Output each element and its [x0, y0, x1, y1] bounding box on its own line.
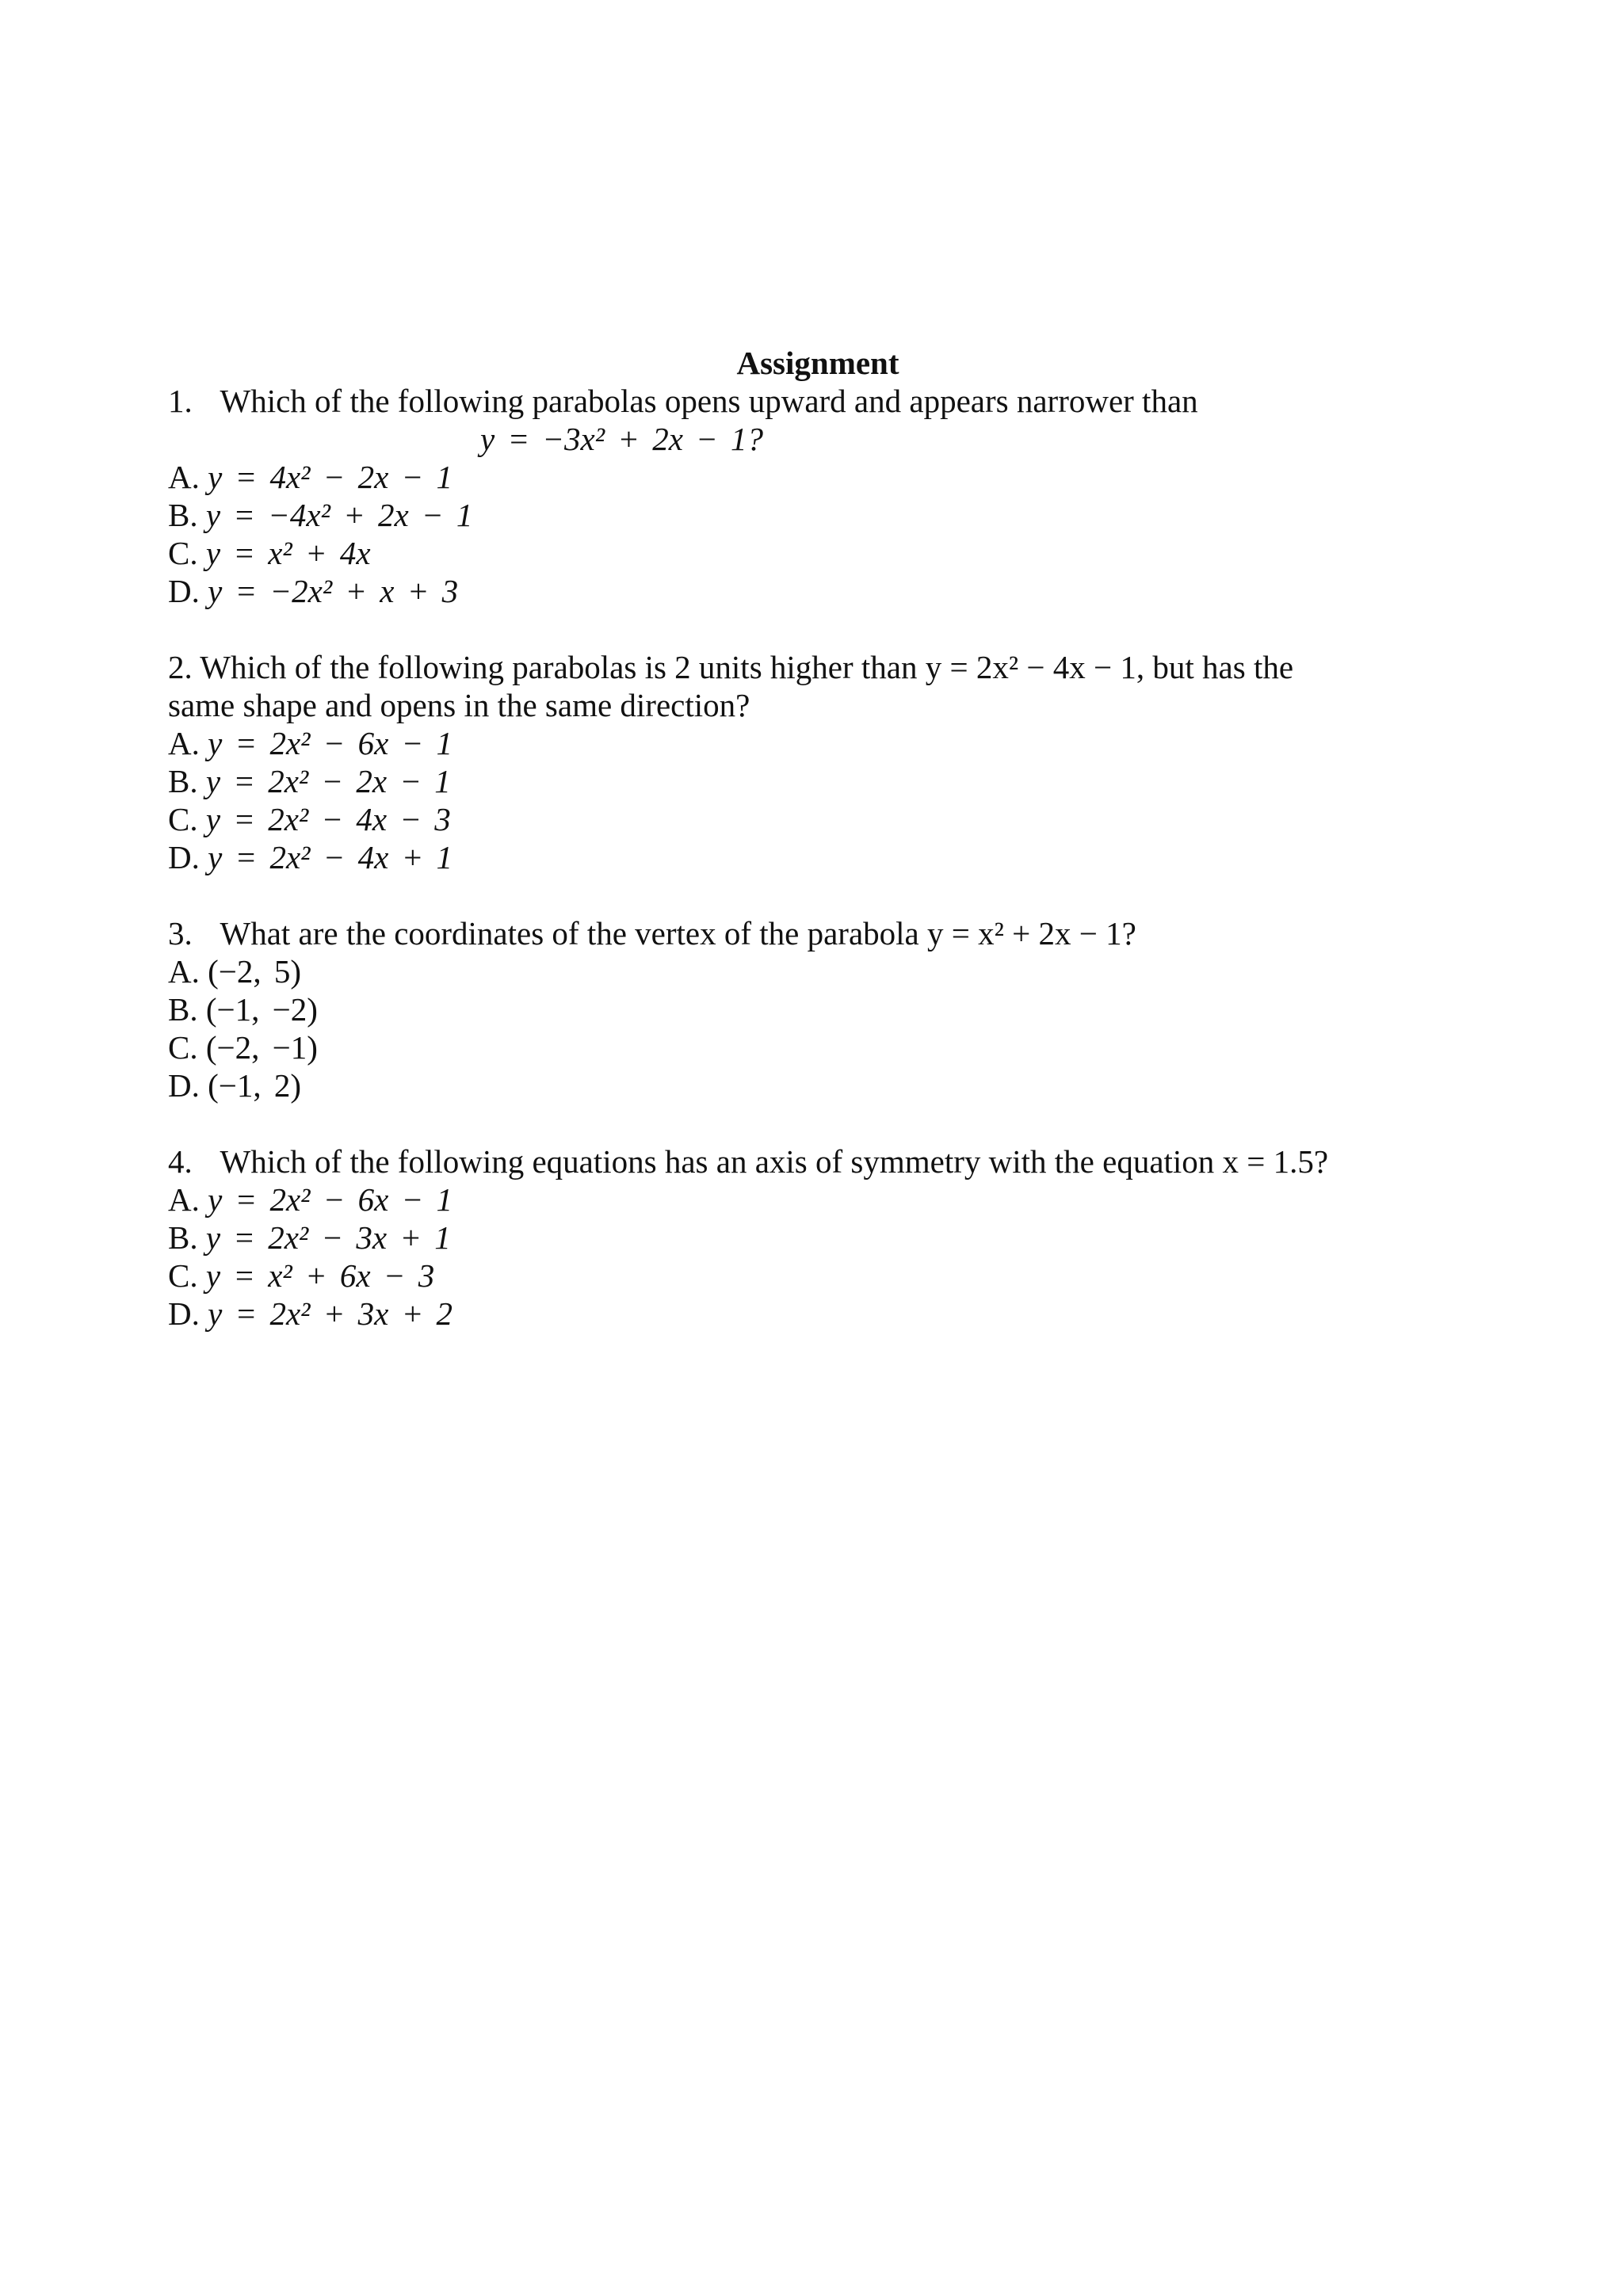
question-4-option-a: [168, 1180, 1468, 1219]
option-text: y = −2x² + x + 3: [208, 573, 459, 609]
option-text: (−2, −1): [205, 1029, 318, 1066]
option-letter: D.: [168, 1295, 200, 1332]
question-3-prompt: [168, 914, 1468, 952]
question-1-option-a: [168, 458, 1468, 496]
question-2-prompt-continued: [168, 686, 1468, 724]
option-text: y = 2x² − 6x − 1: [208, 725, 453, 761]
question-1-text-line-1: Which of the following parabolas opens upward and appears narrower than: [220, 383, 1198, 419]
option-letter: B.: [168, 763, 198, 799]
question-4-option-d: [168, 1295, 1468, 1333]
question-4-text-line-1: Which of the following equations has an axis of symmetry with the equation x = 1.5?: [220, 1143, 1329, 1180]
question-3-option-c: [168, 1028, 1468, 1066]
question-2-number: 2.: [168, 649, 193, 685]
question-3-number: 3.: [168, 915, 193, 952]
question-3: [168, 914, 1468, 1104]
option-text: y = 2x² + 3x + 2: [208, 1295, 453, 1332]
question-1-prompt: [168, 382, 1468, 420]
question-2-option-b: [168, 762, 1468, 800]
option-letter: C.: [168, 535, 198, 571]
option-letter: A.: [168, 459, 200, 495]
option-letter: C.: [168, 801, 198, 837]
option-letter: C.: [168, 1029, 198, 1066]
option-text: (−1, −2): [205, 991, 318, 1028]
question-4-prompt: [168, 1142, 1468, 1180]
option-text: y = −4x² + 2x − 1: [205, 497, 473, 533]
option-letter: D.: [168, 573, 200, 609]
option-letter: B.: [168, 497, 198, 533]
option-text: y = 4x² − 2x − 1: [208, 459, 453, 495]
option-letter: D.: [168, 1067, 200, 1104]
question-4-number: 4.: [168, 1143, 193, 1180]
question-2-option-a: [168, 724, 1468, 762]
option-text: (−1, 2): [208, 1067, 302, 1104]
question-1-option-d: [168, 572, 1468, 610]
question-4-option-b: [168, 1219, 1468, 1257]
option-text: y = 2x² − 4x − 3: [205, 801, 451, 837]
question-2: [168, 648, 1468, 876]
question-1-option-b: [168, 496, 1468, 534]
assignment-document: [168, 344, 1468, 1371]
option-letter: B.: [168, 991, 198, 1028]
document-title: Assignment: [736, 345, 899, 381]
option-text: y = 2x² − 4x + 1: [208, 839, 453, 875]
option-text: y = 2x² − 2x − 1: [205, 763, 451, 799]
option-letter: A.: [168, 725, 200, 761]
option-text: y = x² + 4x: [205, 535, 371, 571]
option-letter: D.: [168, 839, 200, 875]
option-text: (−2, 5): [208, 953, 302, 990]
question-3-option-a: [168, 952, 1468, 990]
question-1-number: 1.: [168, 383, 193, 419]
question-2-text-line-1: Which of the following parabolas is 2 units higher than y = 2x² − 4x − 1, but has the: [200, 649, 1294, 685]
question-4: [168, 1142, 1468, 1333]
question-2-option-c: [168, 800, 1468, 838]
option-letter: C.: [168, 1257, 198, 1294]
question-1-equation: [168, 420, 1468, 458]
question-1-text-line-2: y = −3x² + 2x − 1?: [480, 421, 764, 457]
question-2-prompt: [168, 648, 1468, 686]
option-text: y = x² + 6x − 3: [205, 1257, 435, 1294]
question-3-option-d: [168, 1066, 1468, 1104]
option-letter: B.: [168, 1219, 198, 1256]
question-4-option-c: [168, 1257, 1468, 1295]
option-text: y = 2x² − 6x − 1: [208, 1181, 453, 1218]
option-text: y = 2x² − 3x + 1: [205, 1219, 451, 1256]
question-2-option-d: [168, 838, 1468, 876]
question-3-option-b: [168, 990, 1468, 1028]
question-2-text-line-2: same shape and opens in the same direction?: [168, 687, 750, 723]
question-1-option-c: [168, 534, 1468, 572]
question-3-text-line-1: What are the coordinates of the vertex of the parabola y = x² + 2x − 1?: [220, 915, 1136, 952]
document-title-row: [0, 344, 1341, 382]
option-letter: A.: [168, 1181, 200, 1218]
question-1: [168, 382, 1468, 610]
option-letter: A.: [168, 953, 200, 990]
